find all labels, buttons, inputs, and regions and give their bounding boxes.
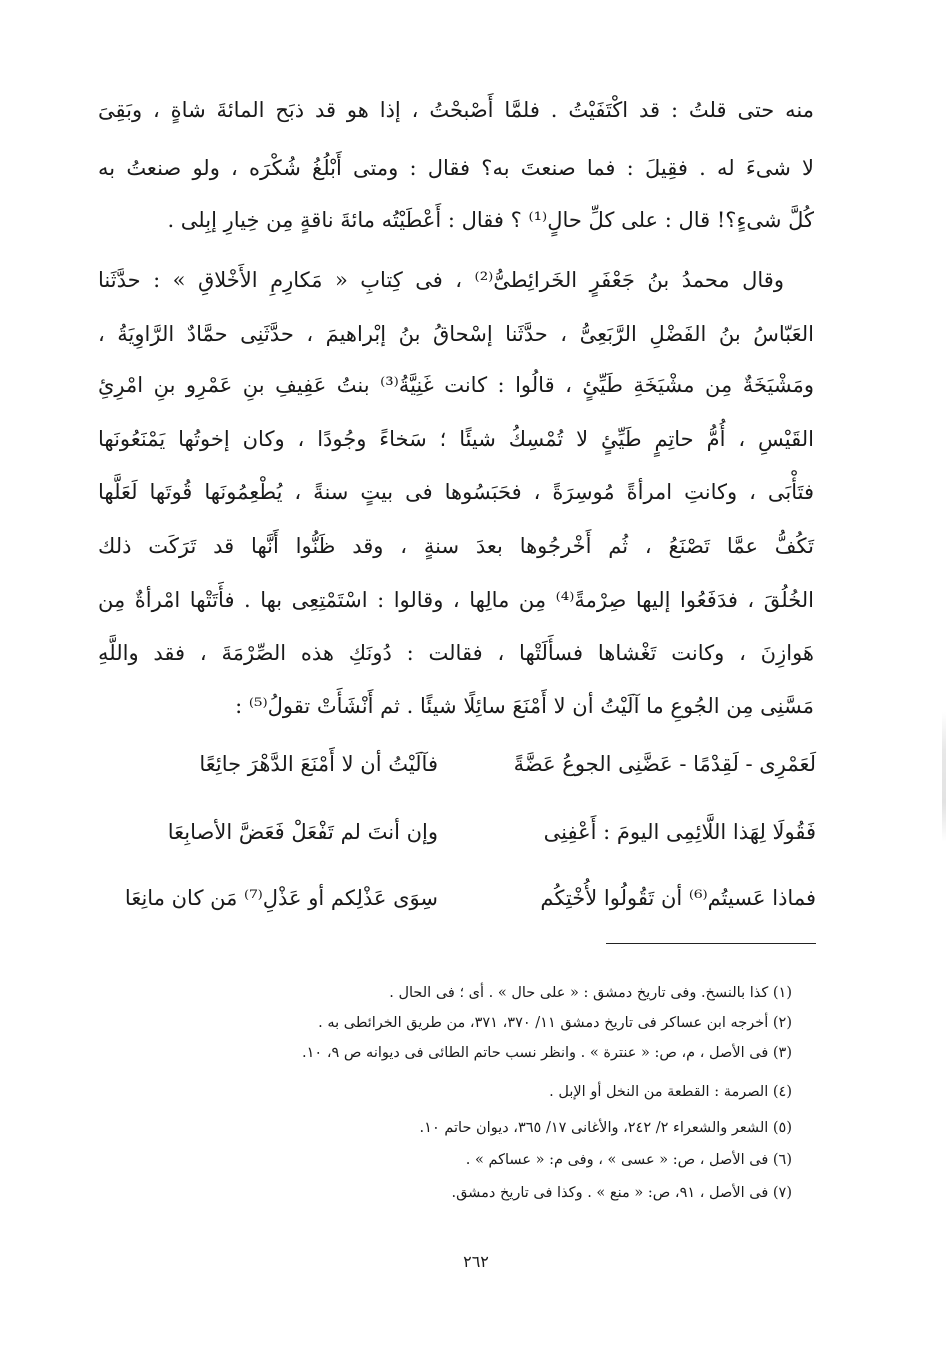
body-line-11: هَوازِنَ ، وكانت تَغْشاها فسأَلَتْها ، فقالت : دُونَكِ هذه الصِّرْمَةَ ، فقد واللَّهِ — [98, 641, 814, 665]
body-line-12: مَسَّنِى مِن الجُوعِ ما آلَيْتُ أن لا أَمْنَعَ سائِلًا شيئًا . ثم أَنْشَأَتْ تقولُ⁽⁵⁾ : — [235, 694, 814, 718]
footnote-5: (٥) الشعر والشعراء ٢/ ٢٤٢، والأغانى ١٧/ ٣٦٥، ديوان حاتم ١٠. — [419, 1120, 792, 1136]
footnote-2: (٢) أخرجه ابن عساكر فى تاريخ دمشق ١١/ ٣٧٠، ٣٧١، من طريق الخرائطى به . — [318, 1015, 792, 1031]
body-line-2: لا شىءَ له . فقِيلَ : فما صنعتَ به؟ فقال : ومتى أَبْلُغُ شُكْرَه ، ولو صنعتُ به — [98, 156, 814, 180]
poem-verse-2-second: وإن أنتَ لم تَفْعَلْ فَعَضَّ الأصابِعَا — [167, 820, 438, 844]
poem-verse-2-first: فَقُولَا لِهَذا اللَّائِمِى اليومَ : أَعْفِنِى — [543, 820, 816, 844]
body-line-10: الخُلُقَ ، فدَفَعُوا إليها صِرْمةً⁽⁴⁾ مِن مالِها ، وقالوا : اسْتَمْتِعِى بها . فأَتَتْها امْرأةٌ مِن — [98, 588, 814, 612]
footnote-6: (٦) فى الأصل ، ص: « عسى » ، وفى م: « عساكم » . — [465, 1152, 792, 1168]
body-line-3: كُلَّ شىءٍ؟! قال : على كلِّ حالٍ⁽¹⁾ ؟ فقال : أَعْطَيْتُه مائةَ ناقةٍ مِن خِيارِ إبِلى . — [167, 208, 814, 232]
footnote-7: (٧) فى الأصل ، ٩١، ص: « منع » . وكذا فى تاريخ دمشق. — [451, 1185, 792, 1201]
body-line-5: العَبّاسُ بنُ الفَضْلِ الرَّبَعِىُّ ، حدَّثَنا إسْحاقُ بنُ إبْراهيمَ ، حدَّثَنِى حمَّادٌ الرَّاوِيَةُ ، — [98, 322, 814, 346]
poem-verse-3-second: سِوَى عَذْلِكم أو عَذْلِ⁽⁷⁾ مَن كان مانِعَا — [124, 886, 438, 910]
footnote-3: (٣) فى الأصل ، م، ص: « عنترة » . وانظر نسب حاتم الطائى فى ديوانه ص ٩، ١٠. — [302, 1045, 792, 1061]
body-line-1: منه حتى قلتُ : قد اكْتَفَيْتُ . فلمَّا أَصْبحْتُ ، إذا هو قد ذبَح المائةَ شاةٍ ، وبَقِىَ — [98, 98, 814, 122]
footnote-separator — [606, 943, 816, 944]
scan-edge-mark — [942, 712, 946, 842]
page-number: ٢٦٢ — [463, 1252, 489, 1271]
poem-verse-3-first: فماذا عَسيتُم⁽⁶⁾ أن تَقُولُوا لأُخْتِكُم — [540, 886, 816, 910]
body-line-4: وقال محمدُ بنُ جَعْفَرٍ الخَرائِطىُّ⁽²⁾ ، فى كِتابِ « مَكارِمِ الأَخْلاقِ » : حدَّثَنا — [98, 268, 784, 292]
footnote-1: (١) كذا بالنسخ. وفى تاريخ دمشق : « على حال » . أى ؛ فى الحال . — [389, 985, 792, 1001]
footnote-4: (٤) الصرمة : القطعة من النخل أو الإبل . — [549, 1084, 792, 1100]
poem-verse-1-first: لَعَمْرِى - لَقِدْمًا - عَضَّنِى الجوعُ عَضَّةً — [513, 752, 816, 776]
poem-verse-1-second: فآلَيْتُ أن لا أَمْنَعَ الدَّهْرَ جائِعًا — [199, 752, 438, 776]
body-line-9: تَكُفُّ عمَّا تَصْنَعُ ، ثُم أَخْرجُوها بعدَ سنةٍ ، وقد ظَنُّوا أَنَّها قد تَرَكَت ذلك — [98, 534, 814, 558]
body-line-8: فتَأْبَى ، وكانتِ امرأةً مُوسِرَةً ، فحَبَسُوها فى بيتٍ سنةً ، يُطْعِمُونَها قُوتَها لَعَلَّها — [98, 480, 814, 504]
body-line-6: ومَشْيَخَةٌ مِن مشْيَخَةِ طَيِّئٍ ، قالُوا : كانت غَنِيَّةُ⁽³⁾ بنتُ عَفِيفِ بنِ عَمْرِو بنِ امْرِئِ — [98, 373, 814, 397]
body-line-7: القَيْسِ ، أُمُّ حاتِمٍ طَيِّئٍ لا تُمْسِكُ شيئًا ؛ سَخاءً وجُودًا ، وكان إخوتُها يَمْنَعُونَها — [98, 427, 814, 451]
